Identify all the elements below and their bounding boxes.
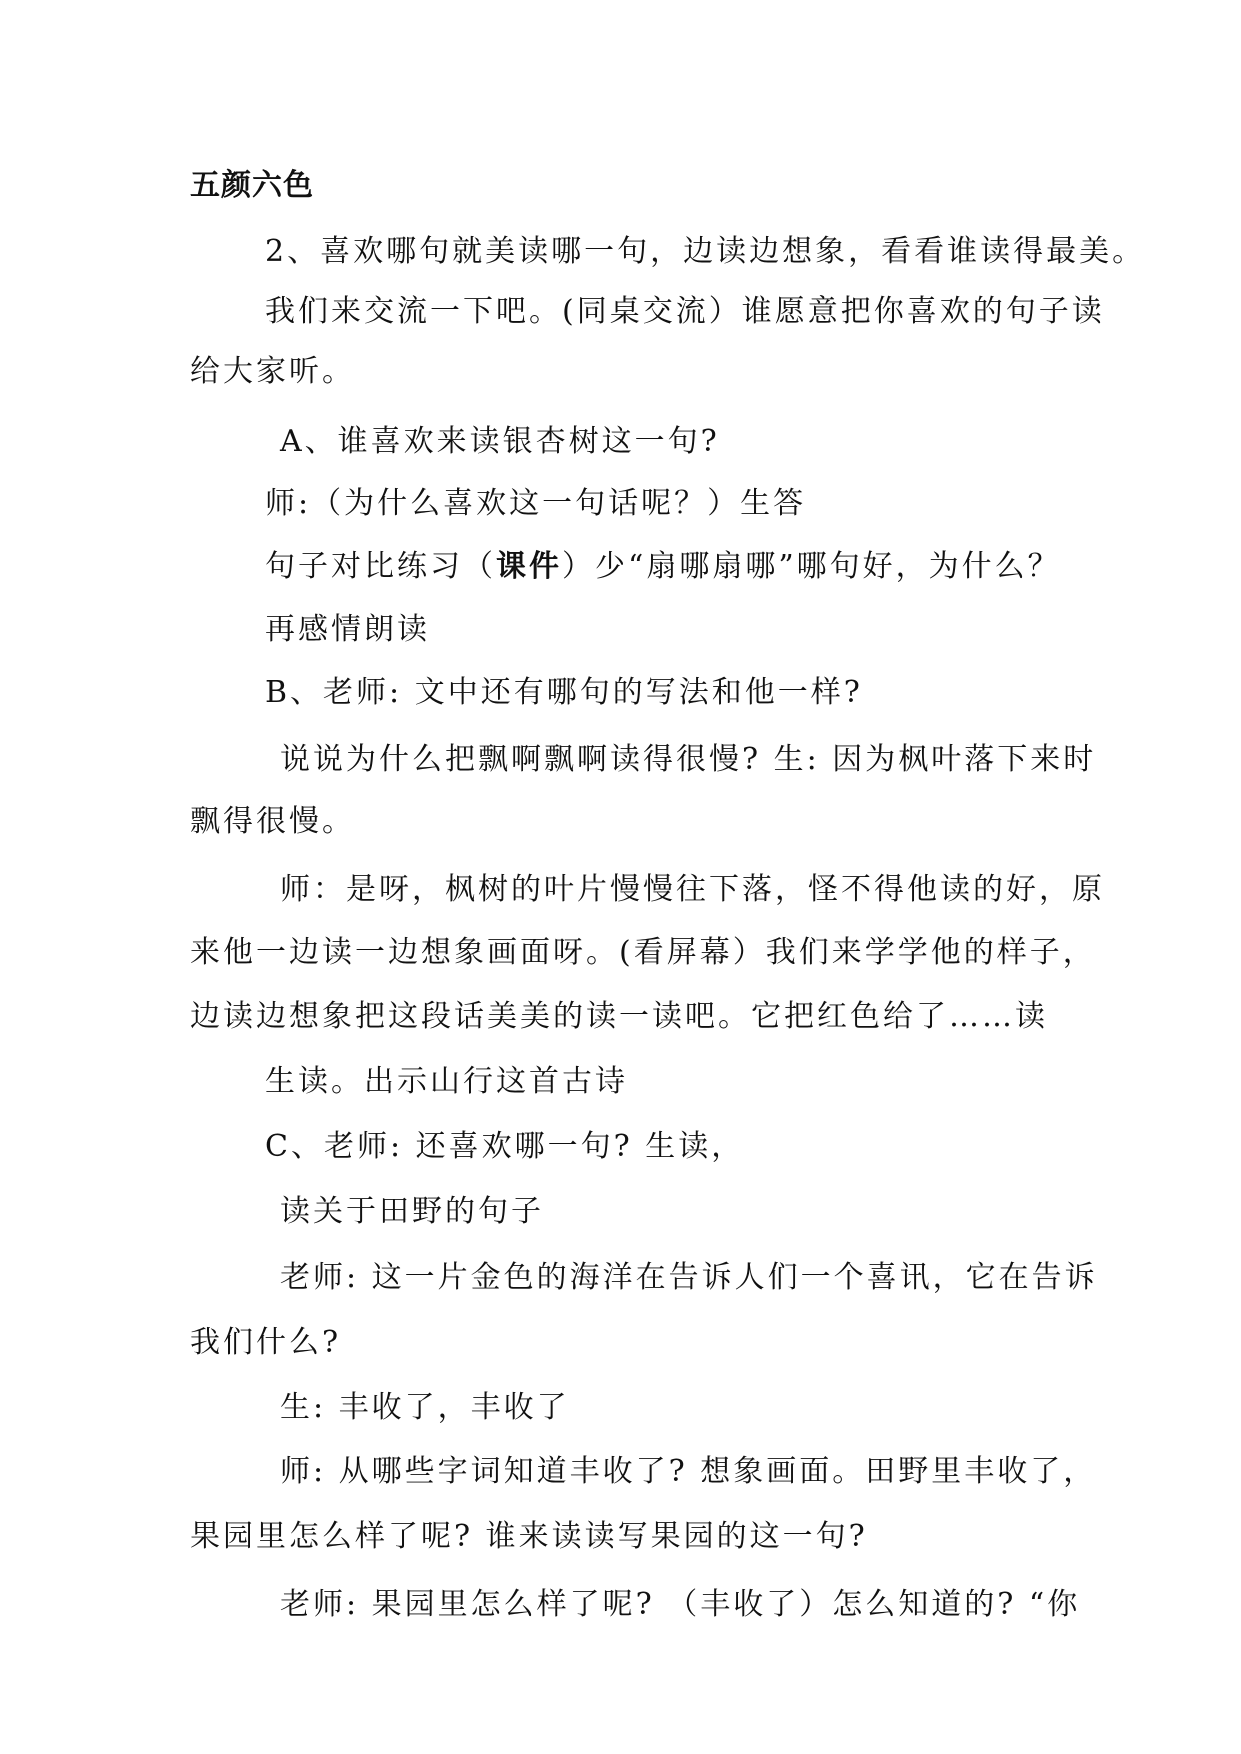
line-text: ）少“扇哪扇哪”哪句好，为什么？ <box>562 549 1061 584</box>
paragraph-line: 果园里怎么样了呢? 谁来读读写果园的这一句? <box>190 1519 868 1554</box>
paragraph-line <box>265 547 1061 587</box>
paragraph-line: 来他一边读一边想象画面呀。(看屏幕）我们来学学他的样子， <box>190 935 1096 970</box>
paragraph-line: 师：是呀，枫树的叶片慢慢往下落，怪不得他读的好，原 <box>280 872 1105 907</box>
document-title: 五颜六色 <box>190 168 314 203</box>
paragraph-line: 读关于田野的句子 <box>280 1194 544 1229</box>
paragraph-line: 给大家听。 <box>190 354 355 389</box>
paragraph-line: 我们什么? <box>190 1325 342 1360</box>
paragraph-line: 说说为什么把飘啊飘啊读得很慢? 生: 因为枫叶落下来时 <box>280 742 1097 777</box>
paragraph-line: 老师: 这一片金色的海洋在告诉人们一个喜讯，它在告诉 <box>280 1260 1098 1295</box>
paragraph-line: A、谁喜欢来读银杏树这一句? <box>280 424 720 459</box>
paragraph-line: 生读。出示山行这首古诗 <box>265 1064 628 1099</box>
line-text: 句子对比练习（ <box>265 549 496 584</box>
paragraph-line: 2、喜欢哪句就美读哪一句，边读边想象，看看谁读得最美。 <box>265 234 1146 269</box>
paragraph-line: 再感情朗读 <box>265 612 430 647</box>
highlighted-keyword: 课件 <box>496 549 562 584</box>
paragraph-line: C、老师: 还喜欢哪一句? 生读， <box>265 1129 745 1164</box>
paragraph-line: 师:（为什么喜欢这一句话呢？）生答 <box>265 486 807 521</box>
paragraph-line: B、老师: 文中还有哪句的写法和他一样? <box>265 675 863 710</box>
paragraph-line: 老师: 果园里怎么样了呢? （丰收了）怎么知道的? “你 <box>280 1587 1081 1622</box>
paragraph-line: 生: 丰收了，丰收了 <box>280 1390 570 1425</box>
paragraph-line: 师: 从哪些字词知道丰收了? 想象画面。田野里丰收了， <box>280 1454 1097 1489</box>
paragraph-line: 飘得很慢。 <box>190 804 355 839</box>
paragraph-line: 我们来交流一下吧。(同桌交流）谁愿意把你喜欢的句子读 <box>265 294 1105 329</box>
paragraph-line: 边读边想象把这段话美美的读一读吧。它把红色给了……读 <box>190 999 1048 1034</box>
